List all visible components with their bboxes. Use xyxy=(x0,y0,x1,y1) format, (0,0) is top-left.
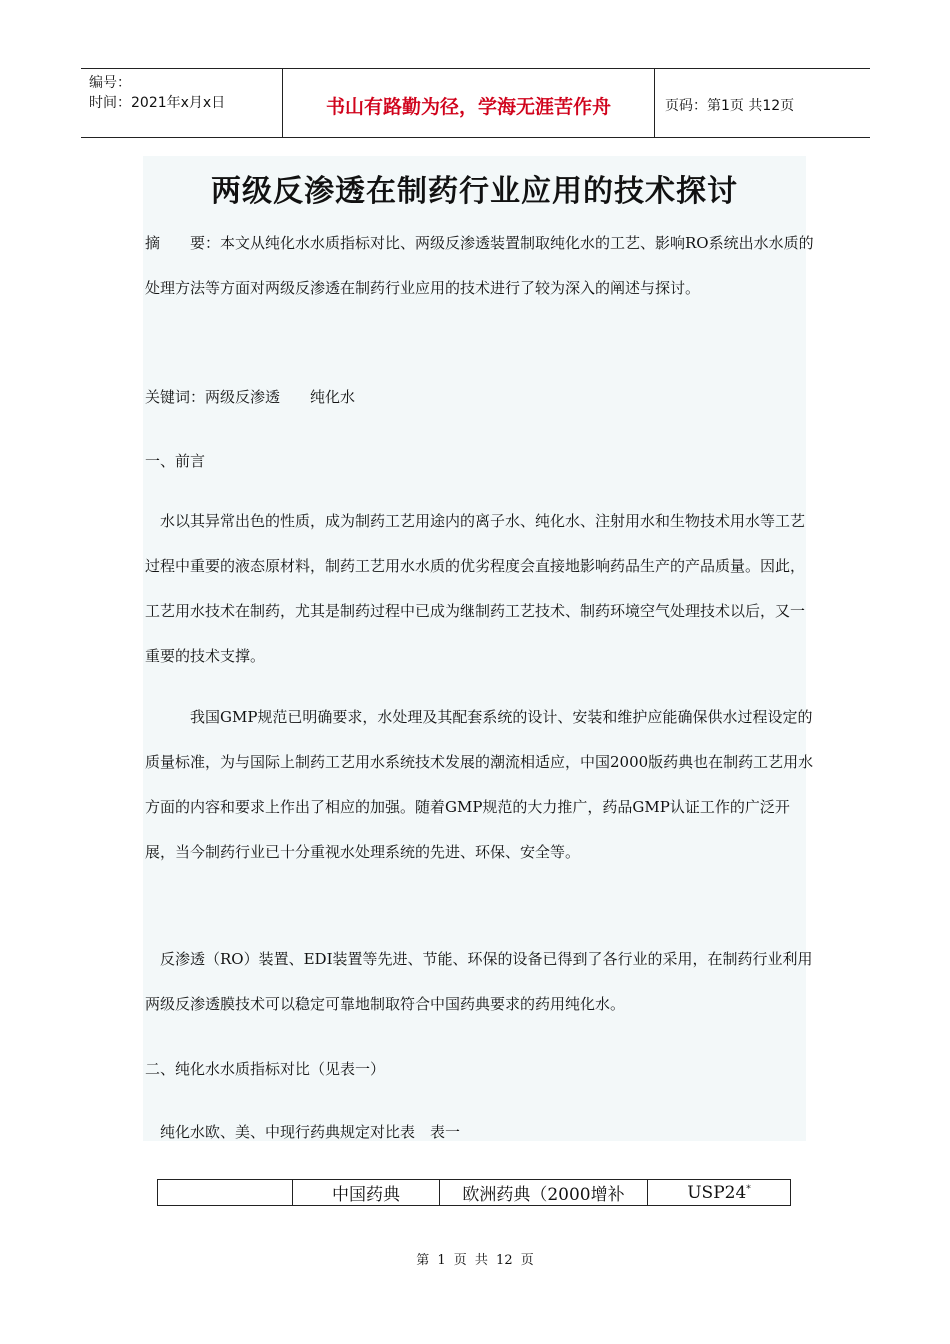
intro-paragraph-1: 水以其异常出色的性质，成为制药工艺用途内的离子水、纯化水、注射用水和生物技术用水等工艺过程中重要的液态原材料，制药工艺用水水质的优劣程度会直接地影响药品生产的产品质量。因此，工艺用水技术在制药，尤其是制药过程中已成为继制药工艺技术、制药环境空气处理技术以后，又一重要的技术支撑。 xyxy=(145,512,806,665)
table-header-china: 中国药典 xyxy=(293,1180,440,1206)
abstract-paragraph: 摘 要：本文从纯化水水质指标对比、两级反渗透装置制取纯化水的工艺、影响RO系统出水水质的处理方法等方面对两级反渗透在制药行业应用的技术进行了较为深入的阐述与探讨。 xyxy=(145,234,814,297)
document-number-label: 编号： xyxy=(89,75,131,91)
usp-footnote-mark: * xyxy=(746,1183,751,1194)
table-header-row xyxy=(158,1180,791,1206)
section-heading-comparison: 二、纯化水水质指标对比（见表一） xyxy=(145,1060,386,1078)
table-caption: 纯化水欧、美、中现行药典规定对比表 表一 xyxy=(145,1123,461,1141)
header-page-info: 页码：第1页 共12页 xyxy=(665,98,795,114)
table-header-usp-label: USP24 xyxy=(687,1182,747,1203)
section-heading-intro: 一、前言 xyxy=(145,452,206,470)
intro-paragraph-2: 我国GMP规范已明确要求，水处理及其配套系统的设计、安装和维护应能确保供水过程设定的质量标准，为与国际上制药工艺用水系统技术发展的潮流相适应，中国2000版药典也在制药工艺用水方面的内容和要求上作出了相应的加强。随着GMP规范的大力推广，药品GMP认证工作的广泛开展，当今制药行业已十分重视水处理系统的先进、环保、安全等。 xyxy=(145,708,814,861)
table-header-empty xyxy=(158,1180,293,1206)
table-header-usp xyxy=(648,1180,791,1206)
comparison-table xyxy=(157,1179,791,1206)
header-motto: 书山有路勤为径，学海无涯苦作舟 xyxy=(282,69,655,137)
intro-paragraph-3: 反渗透（RO）装置、EDI装置等先进、节能、环保的设备已得到了各行业的采用，在制药行业利用两级反渗透膜技术可以稳定可靠地制取符合中国药典要求的药用纯化水。 xyxy=(145,950,813,1013)
keywords-line: 关键词：两级反渗透 纯化水 xyxy=(145,388,356,406)
table-header-europe: 欧洲药典（2000增补 xyxy=(440,1180,648,1206)
document-time-label: 时间：2021年x月x日 xyxy=(89,95,226,111)
header-meta xyxy=(81,69,282,137)
document-title: 两级反渗透在制药行业应用的技术探讨 xyxy=(211,174,738,209)
page-header xyxy=(81,68,870,138)
page-footer: 第 1 页 共 12 页 xyxy=(416,1253,534,1268)
